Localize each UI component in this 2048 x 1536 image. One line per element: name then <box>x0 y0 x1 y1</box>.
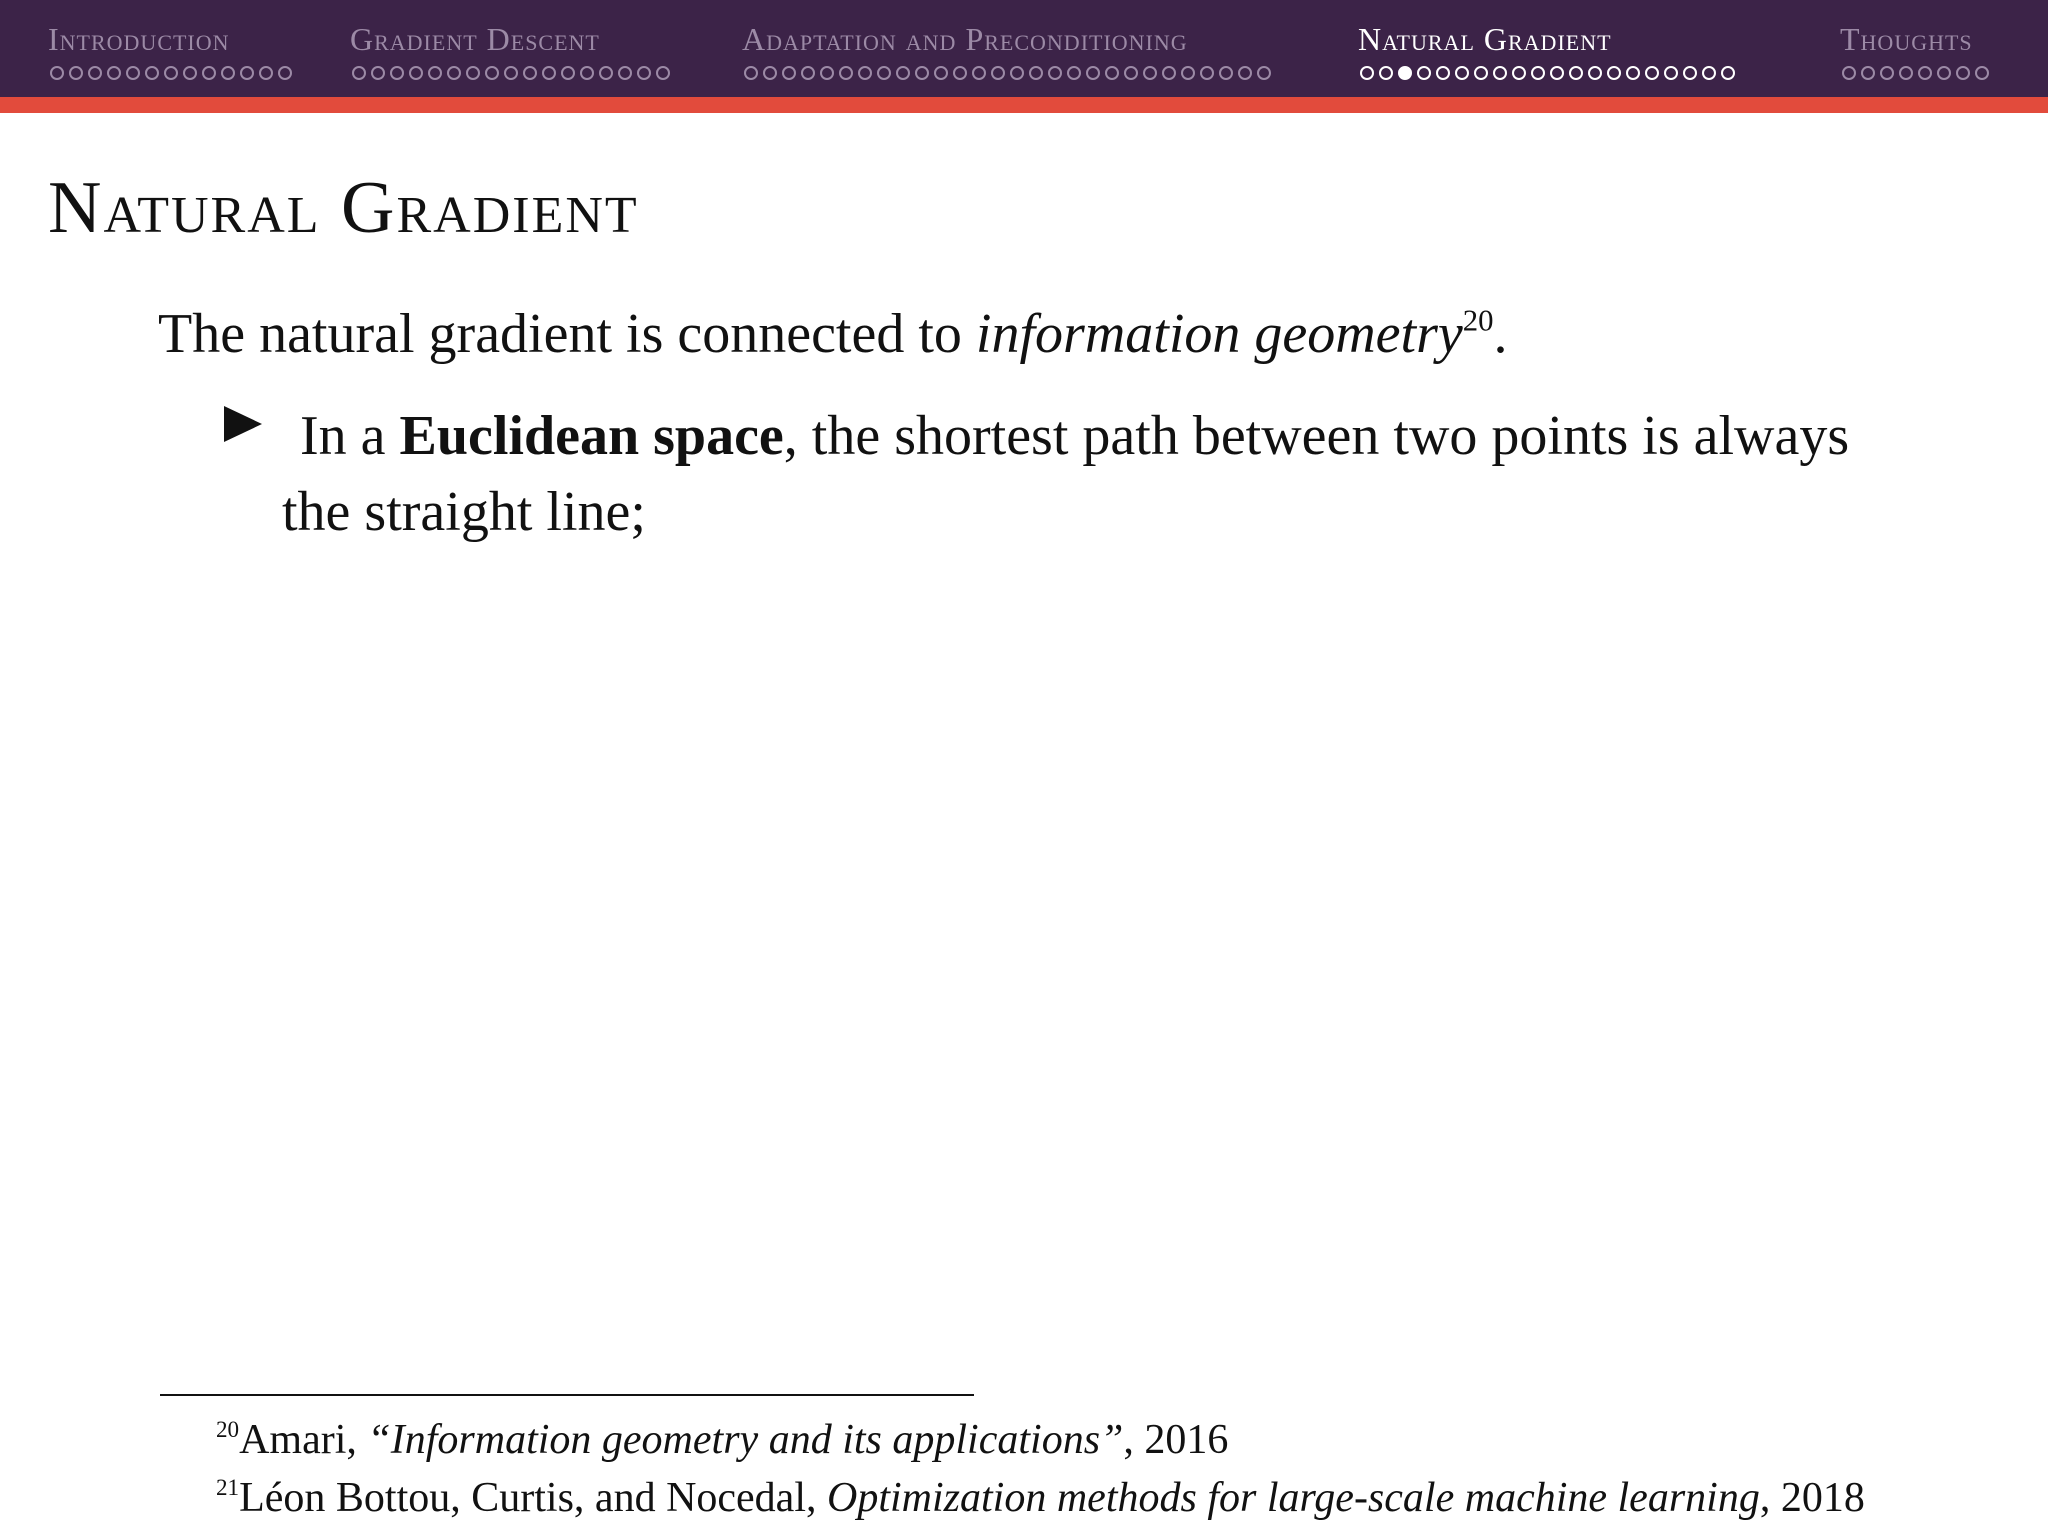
footnote-title: “Information geometry and its applications” <box>367 1417 1124 1463</box>
nav-dot[interactable] <box>1569 66 1583 80</box>
nav-dot[interactable] <box>126 66 140 80</box>
intro-emphasis: information geometry <box>975 303 1463 365</box>
nav-dot[interactable] <box>428 66 442 80</box>
nav-dot[interactable] <box>1702 66 1716 80</box>
footnote-number: 21 <box>216 1473 240 1500</box>
nav-dot[interactable] <box>409 66 423 80</box>
nav-dot[interactable] <box>485 66 499 80</box>
nav-dot[interactable] <box>599 66 613 80</box>
nav-dot[interactable] <box>1086 66 1100 80</box>
navigation-bar <box>0 0 2048 97</box>
nav-progress-dots[interactable] <box>744 66 1276 80</box>
nav-dot[interactable] <box>1721 66 1735 80</box>
nav-dot[interactable] <box>1880 66 1894 80</box>
nav-dot[interactable] <box>1956 66 1970 80</box>
nav-dot[interactable] <box>1842 66 1856 80</box>
nav-dot[interactable] <box>1607 66 1621 80</box>
nav-section-label: Thoughts <box>1840 21 1973 57</box>
nav-dot[interactable] <box>164 66 178 80</box>
nav-dot[interactable] <box>1257 66 1271 80</box>
nav-dot[interactable] <box>1029 66 1043 80</box>
nav-dot[interactable] <box>782 66 796 80</box>
nav-dot[interactable] <box>637 66 651 80</box>
nav-dot[interactable] <box>1124 66 1138 80</box>
nav-dot[interactable] <box>1181 66 1195 80</box>
nav-dot[interactable] <box>1474 66 1488 80</box>
nav-dot[interactable] <box>1645 66 1659 80</box>
nav-dot[interactable] <box>1531 66 1545 80</box>
footnote-year: , 2016 <box>1123 1417 1229 1463</box>
nav-dot[interactable] <box>1937 66 1951 80</box>
nav-dot[interactable] <box>858 66 872 80</box>
nav-dot[interactable] <box>1550 66 1564 80</box>
nav-dot[interactable] <box>466 66 480 80</box>
nav-dot[interactable] <box>934 66 948 80</box>
nav-section-gradient-descent[interactable] <box>350 22 600 56</box>
nav-dot[interactable] <box>763 66 777 80</box>
nav-section-label: Adaptation and Preconditioning <box>742 21 1188 57</box>
nav-dot[interactable] <box>1143 66 1157 80</box>
nav-dot[interactable] <box>1048 66 1062 80</box>
nav-progress-dots[interactable] <box>352 66 675 80</box>
nav-dot[interactable] <box>1664 66 1678 80</box>
nav-dot[interactable] <box>561 66 575 80</box>
nav-dot[interactable] <box>240 66 254 80</box>
bullet-text-rest: , the shortest path between two points is always <box>783 405 1850 467</box>
nav-dot[interactable] <box>1010 66 1024 80</box>
nav-dot[interactable] <box>1219 66 1233 80</box>
nav-dot-current[interactable] <box>1398 66 1412 80</box>
nav-dot[interactable] <box>88 66 102 80</box>
nav-dot[interactable] <box>744 66 758 80</box>
nav-dot[interactable] <box>1105 66 1119 80</box>
bullet-bold-term: Euclidean space <box>399 405 784 467</box>
bullet-triangle-icon <box>224 406 262 442</box>
nav-dot[interactable] <box>896 66 910 80</box>
nav-dot[interactable] <box>504 66 518 80</box>
slide-title: Natural Gradient <box>48 167 639 249</box>
nav-dot[interactable] <box>523 66 537 80</box>
intro-period: . <box>1493 303 1508 365</box>
footnote-author: Amari, <box>239 1417 368 1463</box>
nav-dot[interactable] <box>69 66 83 80</box>
nav-dot[interactable] <box>1493 66 1507 80</box>
nav-dot[interactable] <box>107 66 121 80</box>
bullet-text-start: In a <box>300 405 400 467</box>
nav-dot[interactable] <box>1360 66 1374 80</box>
nav-dot[interactable] <box>145 66 159 80</box>
nav-dot[interactable] <box>839 66 853 80</box>
nav-dot[interactable] <box>580 66 594 80</box>
nav-section-introduction[interactable] <box>48 22 230 56</box>
nav-dot[interactable] <box>1417 66 1431 80</box>
footnote-21 <box>216 1474 1865 1522</box>
nav-dot[interactable] <box>618 66 632 80</box>
nav-dot[interactable] <box>1379 66 1393 80</box>
nav-progress-dots[interactable] <box>1842 66 1994 80</box>
nav-dot[interactable] <box>1162 66 1176 80</box>
nav-dot[interactable] <box>915 66 929 80</box>
nav-dot[interactable] <box>221 66 235 80</box>
nav-dot[interactable] <box>820 66 834 80</box>
nav-section-natural-gradient[interactable] <box>1358 22 1612 56</box>
footnote-number: 20 <box>216 1415 240 1442</box>
intro-text: The natural gradient is connected to <box>158 303 976 365</box>
nav-section-label: Introduction <box>48 21 230 57</box>
nav-dot[interactable] <box>183 66 197 80</box>
nav-dot[interactable] <box>1200 66 1214 80</box>
nav-dot[interactable] <box>801 66 815 80</box>
header-accent-line <box>0 97 2048 113</box>
nav-section-label: Natural Gradient <box>1358 21 1612 57</box>
nav-section-adaptation[interactable] <box>742 22 1188 56</box>
nav-section-thoughts[interactable] <box>1840 22 1973 56</box>
footnote-author: Léon Bottou, Curtis, and Nocedal, <box>239 1475 827 1521</box>
nav-dot[interactable] <box>1683 66 1697 80</box>
nav-dot[interactable] <box>1067 66 1081 80</box>
footnote-title: Optimization methods for large-scale machine learning <box>827 1475 1760 1521</box>
nav-dot[interactable] <box>1861 66 1875 80</box>
nav-dot[interactable] <box>542 66 556 80</box>
nav-dot[interactable] <box>1975 66 1989 80</box>
footnote-20 <box>216 1416 1228 1464</box>
nav-progress-dots[interactable] <box>50 66 297 80</box>
nav-dot[interactable] <box>1436 66 1450 80</box>
nav-dot[interactable] <box>972 66 986 80</box>
nav-dot[interactable] <box>50 66 64 80</box>
nav-dot[interactable] <box>1238 66 1252 80</box>
nav-dot[interactable] <box>1455 66 1469 80</box>
nav-dot[interactable] <box>953 66 967 80</box>
nav-dot[interactable] <box>656 66 670 80</box>
nav-dot[interactable] <box>1512 66 1526 80</box>
footnote-divider <box>160 1394 974 1396</box>
nav-progress-dots[interactable] <box>1360 66 1740 80</box>
bullet-text-line2: the straight line; <box>282 481 646 543</box>
nav-dot[interactable] <box>352 66 366 80</box>
footnote-ref[interactable]: 20 <box>1462 303 1494 338</box>
nav-dot[interactable] <box>259 66 273 80</box>
nav-dot[interactable] <box>202 66 216 80</box>
footnote-year: , 2018 <box>1759 1475 1865 1521</box>
nav-dot[interactable] <box>1918 66 1932 80</box>
nav-dot[interactable] <box>991 66 1005 80</box>
nav-section-label: Gradient Descent <box>350 21 600 57</box>
nav-dot[interactable] <box>1626 66 1640 80</box>
nav-dot[interactable] <box>278 66 292 80</box>
nav-dot[interactable] <box>1899 66 1913 80</box>
bullet-item <box>284 398 1904 550</box>
nav-dot[interactable] <box>447 66 461 80</box>
nav-dot[interactable] <box>371 66 385 80</box>
nav-dot[interactable] <box>1588 66 1602 80</box>
nav-dot[interactable] <box>877 66 891 80</box>
intro-sentence <box>158 302 1508 366</box>
nav-dot[interactable] <box>390 66 404 80</box>
